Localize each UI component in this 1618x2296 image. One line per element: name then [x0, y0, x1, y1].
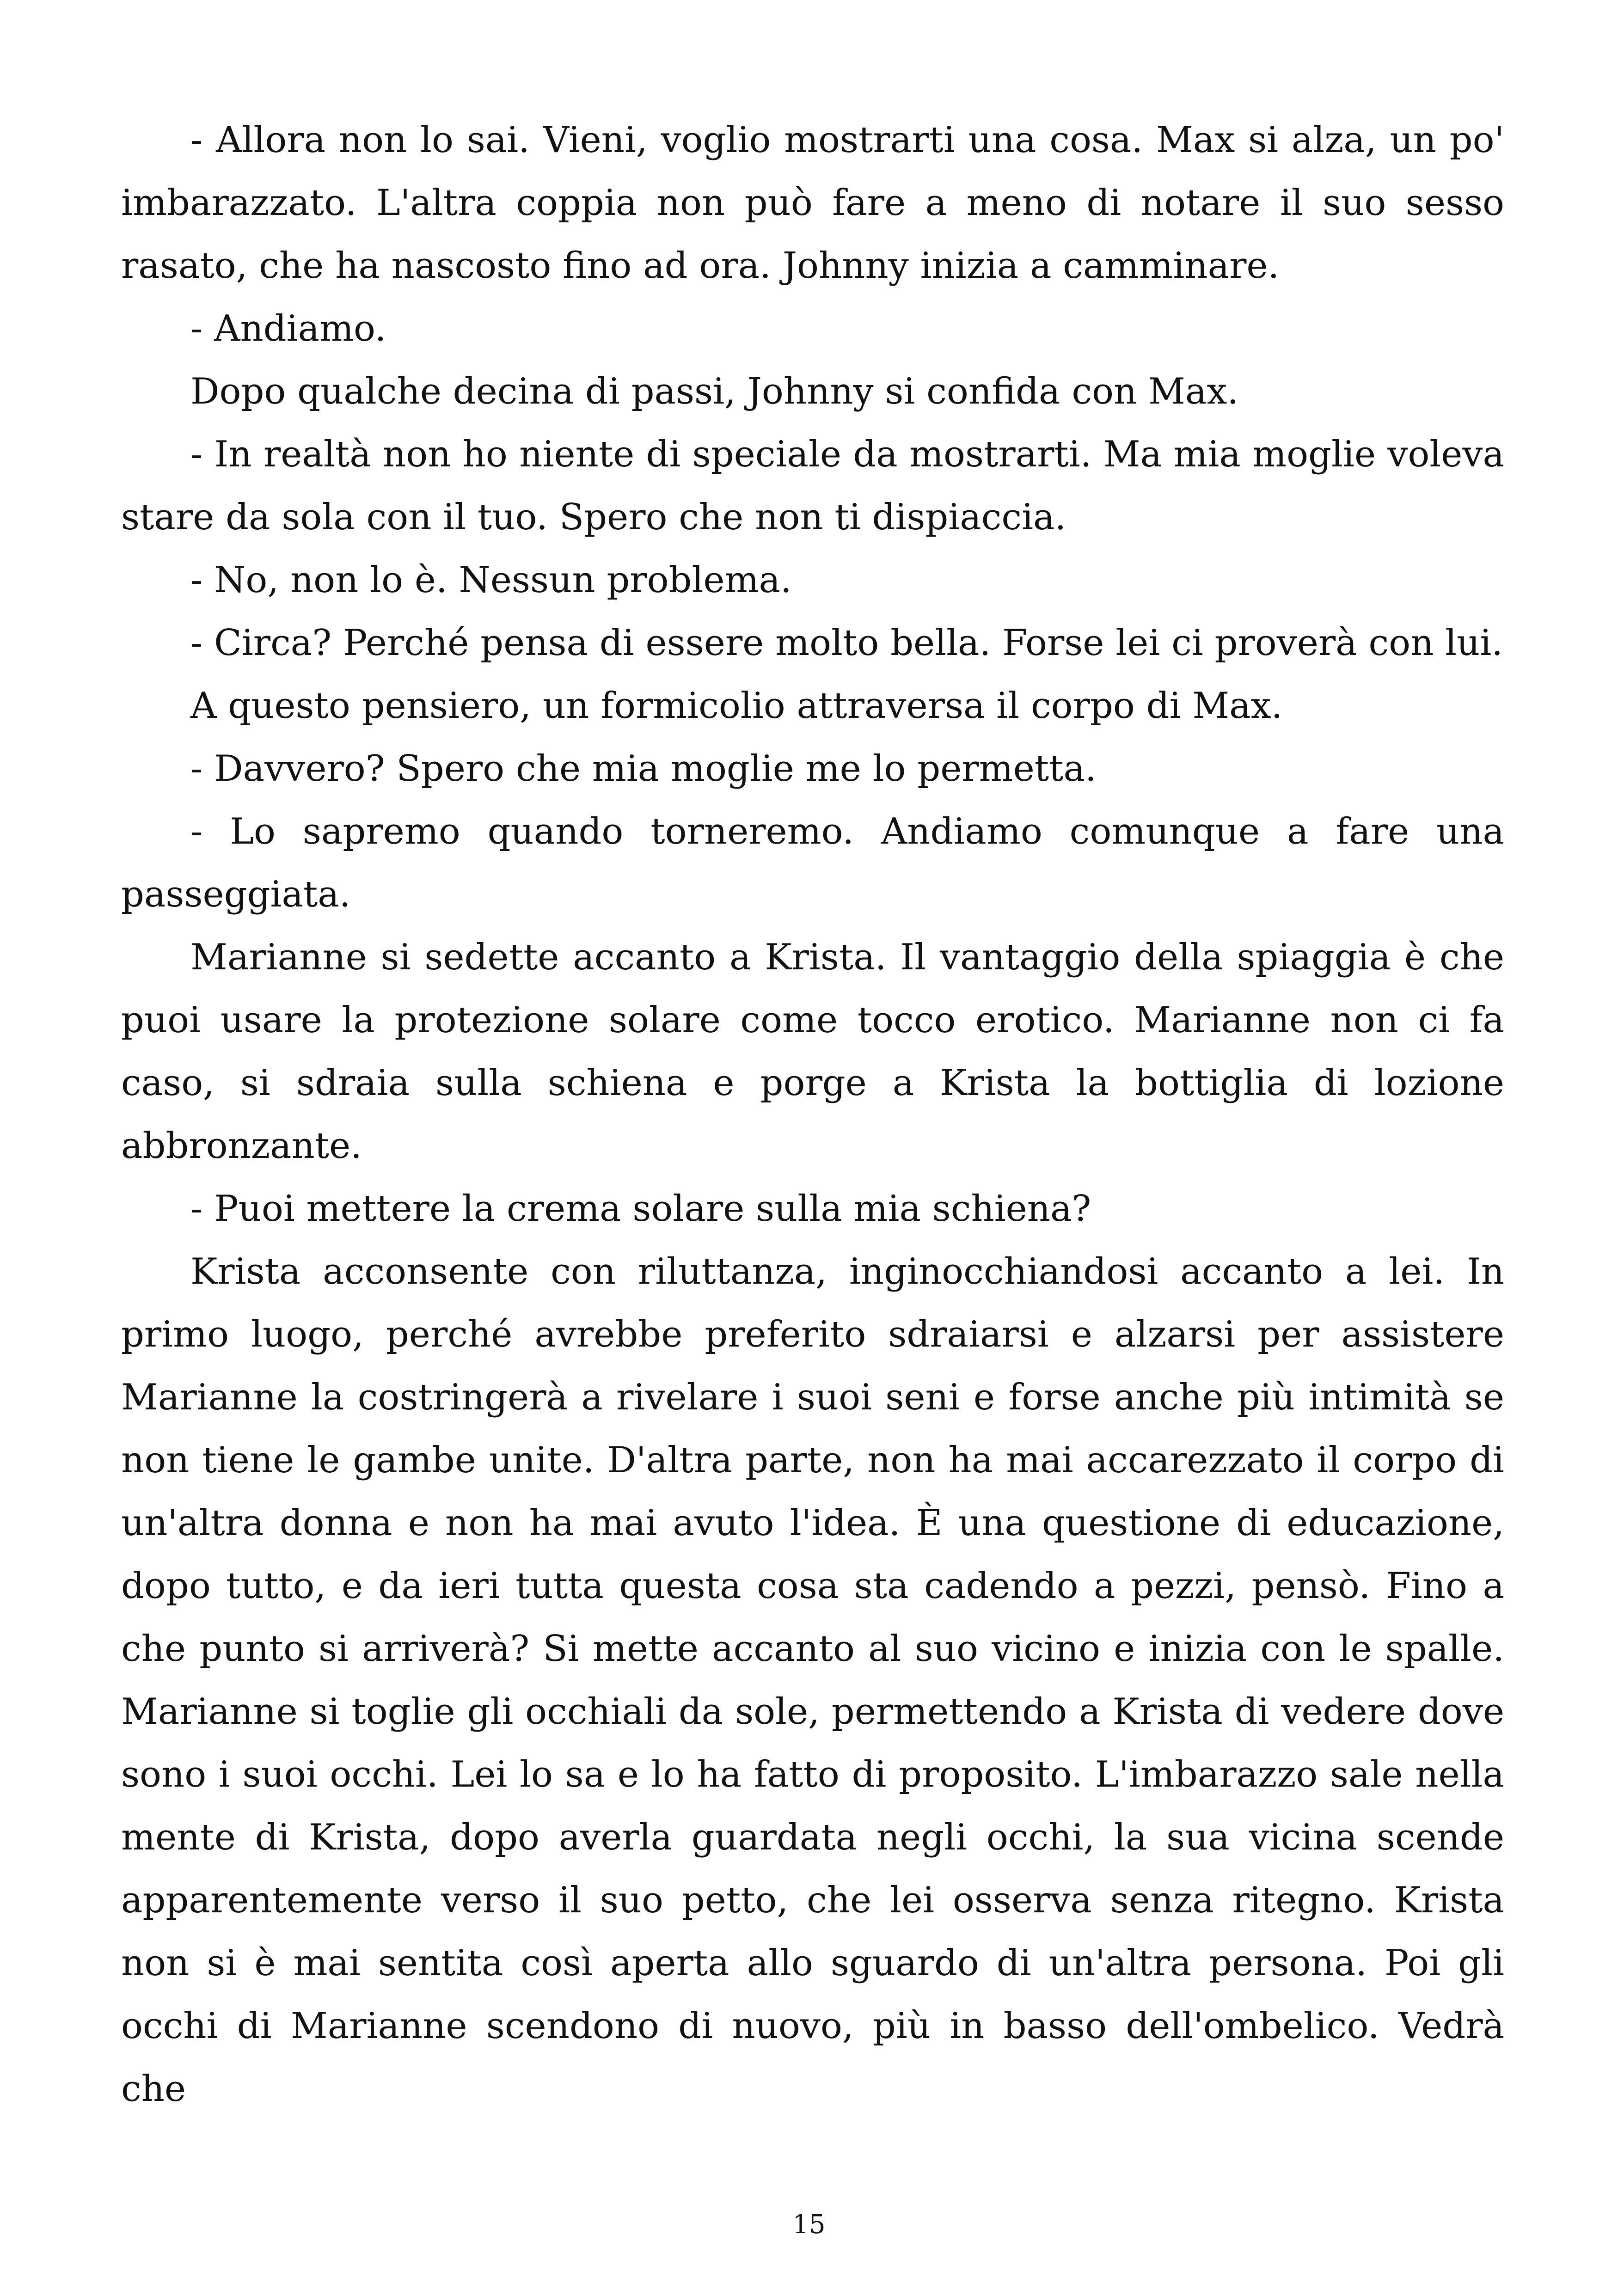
page-number: 15 — [792, 2210, 826, 2240]
paragraph: - In realtà non ho niente di speciale da mostrarti. Ma mia moglie voleva stare da sola con il tuo. Spero che non ti dispiaccia. — [121, 434, 1504, 538]
paragraph: - Davvero? Spero che mia moglie me lo permetta. — [190, 748, 1097, 790]
paragraph: - Andiamo. — [190, 308, 386, 349]
paragraph: Marianne si sedette accanto a Krista. Il vantaggio della spiaggia è che puoi usare la protezione solare come tocco erotico. Marianne non ci fa caso, si sdraia sulla schiena e porge a Krista la bottiglia di lozione abbronzante. — [121, 937, 1504, 1167]
paragraph: - Allora non lo sai. Vieni, voglio mostrarti una cosa. Max si alza, un po' imbarazzato. L'altra coppia non può fare a meno di notare il suo sesso rasato, che ha nascosto fino ad ora. Johnny inizia a camminare. — [121, 119, 1504, 287]
paragraph: - No, non lo è. Nessun problema. — [190, 559, 792, 601]
paragraph: Dopo qualche decina di passi, Johnny si confida con Max. — [190, 371, 1239, 412]
paragraph: - Circa? Perché pensa di essere molto bella. Forse lei ci proverà con lui. — [190, 622, 1503, 664]
paragraph: Krista acconsente con riluttanza, inginocchiandosi accanto a lei. In primo luogo, perché avrebbe preferito sdraiarsi e alzarsi per assistere Marianne la costringerà a rivelare i suoi seni e forse anche più intimità se non tiene le gambe unite. D'altra parte, non ha mai accarezzato il corpo di un'altra donna e non ha mai avuto l'idea. È una questione di educazione, dopo tutto, e da ieri tutta questa cosa sta cadendo a pezzi, pensò. Fino a che punto si arriverà? Si mette accanto al suo vicino e inizia con le spalle. Marianne si toglie gli occhiali da sole, permettendo a Krista di vedere dove sono i suoi occhi. Lei lo sa e lo ha fatto di proposito. L'imbarazzo sale nella mente di Krista, dopo averla guardata negli occhi, la sua vicina scende apparentemente verso il suo petto, che lei osserva senza ritegno. Krista non si è mai sentita così aperta allo sguardo di un'altra persona. Poi gli occhi di Marianne scendono di nuovo, più in basso dell'ombelico. Vedrà che — [121, 1251, 1504, 2110]
paragraph: - Puoi mettere la crema solare sulla mia schiena? — [190, 1188, 1091, 1230]
paragraph: - Lo sapremo quando torneremo. Andiamo comunque a fare una passeggiata. — [121, 811, 1504, 915]
body-text — [121, 109, 1504, 2120]
paragraph: A questo pensiero, un formicolio attraversa il corpo di Max. — [190, 685, 1283, 727]
